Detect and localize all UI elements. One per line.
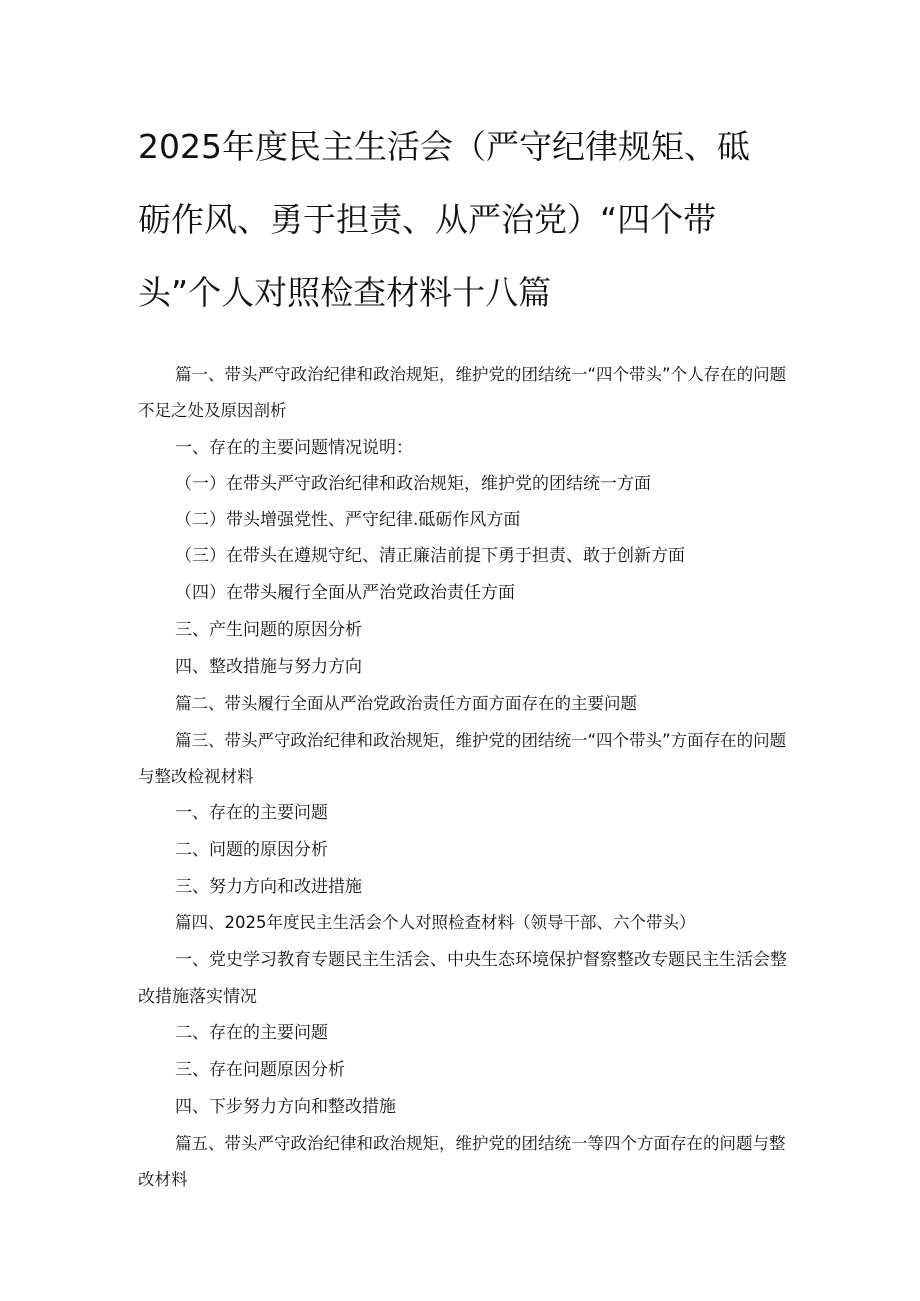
toc-item: 二、问题的原因分析 [175, 840, 328, 860]
toc-item: 二、存在的主要问题 [175, 1023, 328, 1043]
section-heading-2: 篇二、带头履行全面从严治党政治责任方面方面存在的主要问题 [175, 694, 637, 713]
toc-item: 三、产生问题的原因分析 [175, 620, 362, 640]
toc-item: 一、党史学习教育专题民主生活会、中央生态环境保护督察整改专题民主生活会整改措施落实情况 [138, 950, 787, 1007]
section-heading-3: 篇三、带头严守政治纪律和政治规矩，维护党的团结统一“四个带头”方面存在的问题与整改检视材料 [138, 731, 787, 786]
toc-item: （四）在带头履行全面从严治党政治责任方面 [175, 583, 515, 603]
section-heading-5: 篇五、带头严守政治纪律和政治规矩，维护党的团结统一等四个方面存在的问题与整改材料 [138, 1134, 786, 1189]
toc-item: 三、努力方向和改进措施 [175, 877, 362, 897]
toc-item: （一）在带头严守政治纪律和政治规矩，维护党的团结统一方面 [175, 474, 651, 494]
toc-item: （三）在带头在遵规守纪、清正廉洁前提下勇于担责、敢于创新方面 [175, 546, 685, 566]
toc-item: 一、存在的主要问题 [175, 803, 328, 823]
toc-item: 四、整改措施与努力方向 [175, 657, 362, 677]
section-heading-1: 篇一、带头严守政治纪律和政治规矩，维护党的团结统一“四个带头”个人存在的问题不足之处及原因剖析 [138, 365, 787, 420]
toc-item: 四、下步努力方向和整改措施 [175, 1097, 396, 1117]
toc-item: （二）带头增强党性、严守纪律.砥砺作风方面 [175, 510, 521, 530]
toc-item: 一、存在的主要问题情况说明： [175, 438, 413, 458]
toc-item: 三、存在问题原因分析 [175, 1060, 345, 1080]
document-title: 2025年度民主生活会（严守纪律规矩、砥砺作风、勇于担责、从严治党）“四个带头”个人对照检查材料十八篇 [138, 127, 750, 312]
section-heading-4: 篇四、2025年度民主生活会个人对照检查材料（领导干部、六个带头） [175, 913, 696, 932]
